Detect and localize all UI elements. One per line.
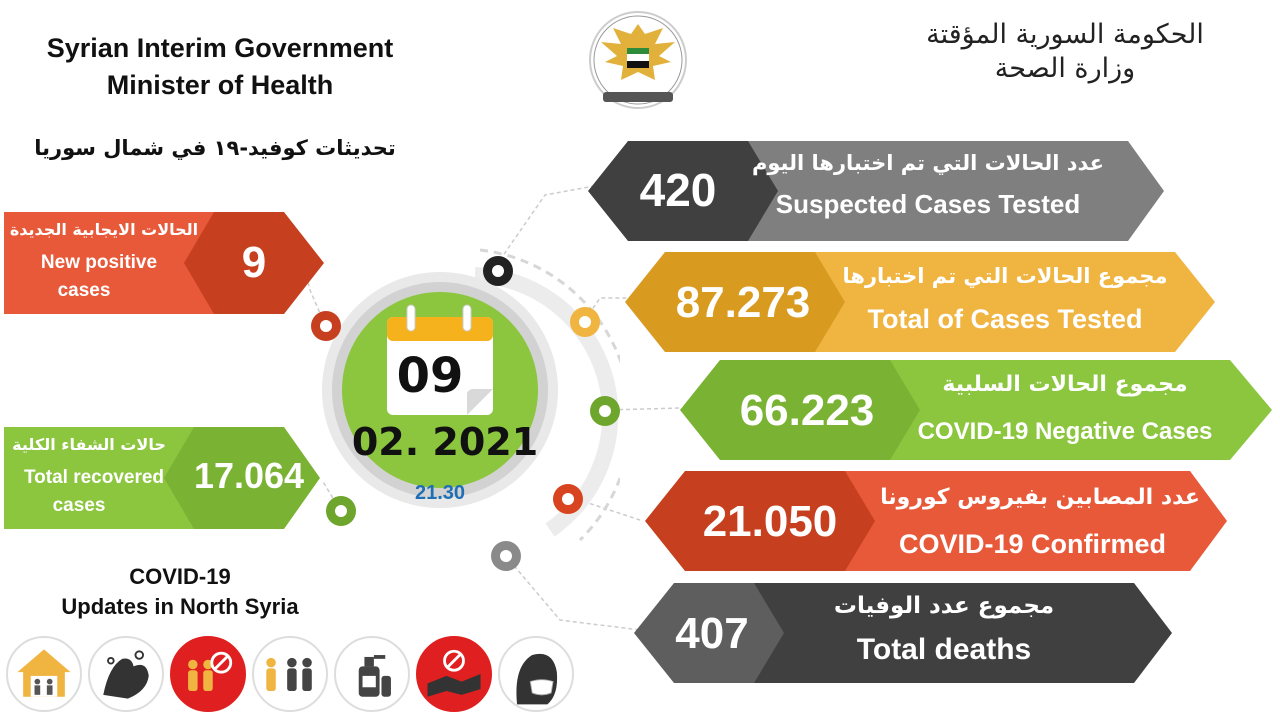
confirmed-label-en: COVID-19 Confirmed [898, 529, 1167, 559]
negative-value: 66.223 [739, 386, 875, 435]
dot-total-tested [570, 307, 600, 337]
dot-confirmed [553, 484, 583, 514]
new-positive-value: 9 [241, 238, 267, 287]
stay-home-icon [6, 636, 82, 712]
prevention-icons [0, 636, 600, 716]
new-positive-label-en2: cases [57, 280, 111, 301]
confirmed-label-ar: عدد المصابين بفيروس كورونا [880, 485, 1200, 510]
subtitle-arabic: تحديثات كوفيد-١٩ في شمال سوريا [34, 136, 396, 160]
covid-updates-title [20, 562, 340, 622]
suspected-value: 420 [639, 164, 717, 216]
wash-hands-icon [88, 636, 164, 712]
no-handshake-icon [416, 636, 492, 712]
total-tested-label-en: Total of Cases Tested [867, 304, 1143, 334]
stat-recovered [4, 427, 320, 529]
negative-label-ar: مجموع الحالات السلبية [942, 372, 1188, 397]
stat-confirmed [645, 471, 1227, 571]
header-ar-line2: وزارة الصحة [994, 53, 1136, 84]
recovered-label-en1: Total recovered [23, 467, 165, 488]
face-mask-icon [498, 636, 574, 712]
calendar-day: 09 [396, 348, 464, 404]
date-month-year: 02. 2021 [351, 420, 539, 464]
header-en-line1: Syrian Interim Government [46, 33, 394, 63]
update-time: 21.30 [414, 482, 466, 504]
dot-recovered [326, 496, 356, 526]
deaths-value: 407 [675, 609, 749, 658]
recovered-value: 17.064 [193, 455, 305, 496]
stat-new-positive [4, 212, 324, 314]
deaths-label-en: Total deaths [856, 633, 1032, 666]
new-positive-label-en1: New positive [40, 252, 158, 273]
suspected-label-ar: عدد الحالات التي تم اختبارها اليوم [751, 151, 1105, 175]
total-tested-label-ar: مجموع الحالات التي تم اختبارها [842, 264, 1168, 288]
negative-label-en: COVID-19 Negative Cases [917, 418, 1213, 445]
new-positive-label-ar: الحالات الايجابية الجديدة [9, 220, 199, 239]
suspected-label-en: Suspected Cases Tested [775, 189, 1081, 219]
dot-negative [590, 396, 620, 426]
dot-suspected [483, 256, 513, 286]
deaths-label-ar: مجموع عدد الوفيات [833, 593, 1055, 619]
sanitizer-icon [334, 636, 410, 712]
covid-title-line2: Updates in North Syria [61, 594, 299, 619]
dot-new-positive [311, 311, 341, 341]
stat-deaths [634, 583, 1172, 683]
dot-deaths [491, 541, 521, 571]
confirmed-value: 21.050 [702, 497, 838, 546]
header-en-line2: Minister of Health [106, 70, 334, 100]
stat-negative [680, 360, 1272, 460]
recovered-label-en2: cases [52, 495, 106, 516]
header-english [20, 30, 420, 104]
stat-total-tested [625, 252, 1215, 352]
covid-title-line1: COVID-19 [129, 564, 231, 589]
header-ar-line1: الحكومة السورية المؤقتة [926, 19, 1204, 50]
government-emblem [583, 10, 693, 110]
no-gathering-icon [170, 636, 246, 712]
total-tested-value: 87.273 [675, 278, 811, 327]
header-arabic [905, 18, 1225, 86]
stat-suspected [588, 141, 1164, 241]
recovered-label-ar: حالات الشفاء الكلية [12, 435, 166, 454]
social-distance-icon [252, 636, 328, 712]
